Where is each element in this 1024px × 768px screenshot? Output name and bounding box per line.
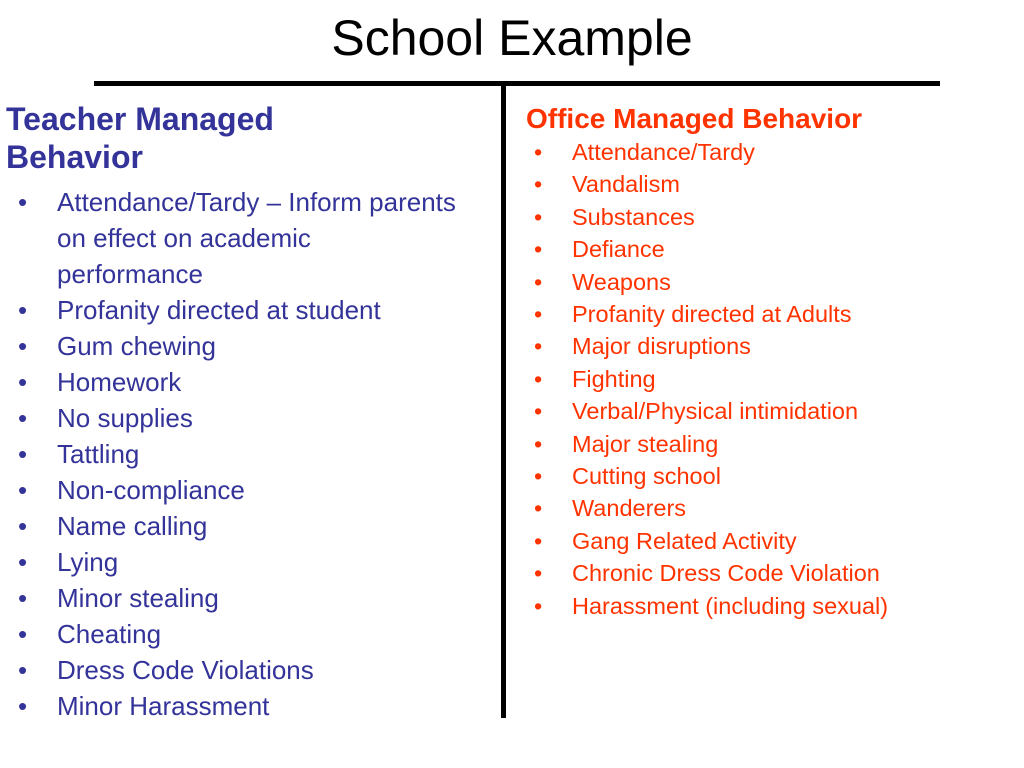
bullet-icon: • xyxy=(534,592,543,619)
list-item xyxy=(526,525,1006,557)
list-item-text: Fighting xyxy=(572,365,656,392)
bullet-icon: • xyxy=(18,295,28,325)
list-item xyxy=(526,492,1006,524)
column-divider xyxy=(501,86,506,718)
bullet-icon: • xyxy=(18,511,28,541)
bullet-icon: • xyxy=(18,367,28,397)
list-item-text: Homework xyxy=(57,367,182,397)
list-item xyxy=(6,652,457,688)
list-item xyxy=(526,266,1006,298)
list-item-text: Cutting school xyxy=(572,463,721,490)
list-item xyxy=(526,363,1006,395)
list-item-text: Gang Related Activity xyxy=(572,527,797,554)
list-item-text: Cheating xyxy=(57,619,162,649)
list-item-text: Major disruptions xyxy=(572,333,751,360)
bullet-icon: • xyxy=(18,439,28,469)
bullet-icon: • xyxy=(18,403,28,433)
title-divider xyxy=(94,81,940,86)
office-managed-list xyxy=(526,136,1006,622)
list-item-text: Minor Harassment xyxy=(57,691,270,721)
bullet-icon: • xyxy=(534,430,543,457)
list-item xyxy=(6,364,457,400)
list-item xyxy=(526,395,1006,427)
list-item-text: Profanity directed at Adults xyxy=(572,301,852,328)
bullet-icon: • xyxy=(534,527,543,554)
teacher-managed-list xyxy=(6,184,486,724)
bullet-icon: • xyxy=(534,560,543,587)
list-item xyxy=(526,428,1006,460)
list-item xyxy=(6,544,457,580)
slide-title: School Example xyxy=(331,10,693,66)
bullet-icon: • xyxy=(534,301,543,328)
list-item xyxy=(6,184,457,292)
list-item xyxy=(526,233,1006,265)
list-item xyxy=(6,400,457,436)
list-item xyxy=(526,298,1006,330)
list-item-text: Chronic Dress Code Violation xyxy=(572,560,880,587)
bullet-icon: • xyxy=(18,331,28,361)
list-item-text: Vandalism xyxy=(572,171,680,198)
list-item xyxy=(6,292,457,328)
bullet-icon: • xyxy=(534,203,543,230)
list-item xyxy=(526,460,1006,492)
list-item xyxy=(6,616,457,652)
list-item xyxy=(526,201,1006,233)
list-item xyxy=(526,590,1006,622)
bullet-icon: • xyxy=(534,333,543,360)
bullet-icon: • xyxy=(534,171,543,198)
list-item xyxy=(526,168,1006,200)
list-item xyxy=(6,328,457,364)
office-managed-column xyxy=(526,100,1006,622)
list-item xyxy=(526,136,1006,168)
list-item-text: Name calling xyxy=(57,511,208,541)
list-item-text: Attendance/Tardy xyxy=(572,139,755,165)
list-item-text: Major stealing xyxy=(572,430,719,457)
list-item xyxy=(6,580,457,616)
teacher-managed-heading: Teacher Managed Behavior xyxy=(6,101,274,175)
bullet-icon: • xyxy=(18,655,28,685)
list-item-text: No supplies xyxy=(57,403,193,433)
list-item-text: Profanity directed at student xyxy=(57,295,381,325)
list-item-text: Weapons xyxy=(572,268,671,295)
list-item-text: Dress Code Violations xyxy=(57,655,314,685)
bullet-icon: • xyxy=(534,463,543,490)
bullet-icon: • xyxy=(534,495,543,522)
bullet-icon: • xyxy=(18,583,28,613)
list-item-text: Tattling xyxy=(57,439,140,469)
bullet-icon: • xyxy=(534,139,543,165)
bullet-icon: • xyxy=(534,398,543,425)
teacher-managed-column xyxy=(6,100,486,724)
bullet-icon: • xyxy=(18,619,28,649)
list-item-text: Gum chewing xyxy=(57,331,216,361)
list-item-text: Attendance/Tardy – Inform parents on effect on academic performance xyxy=(57,187,456,289)
bullet-icon: • xyxy=(534,268,543,295)
list-item-text: Non-compliance xyxy=(57,475,245,505)
list-item-text: Substances xyxy=(572,203,695,230)
list-item-text: Wanderers xyxy=(572,495,687,522)
list-item-text: Lying xyxy=(57,547,119,577)
list-item-text: Verbal/Physical intimidation xyxy=(572,398,859,425)
office-managed-heading: Office Managed Behavior xyxy=(526,103,863,134)
list-item xyxy=(526,557,1006,589)
list-item xyxy=(6,472,457,508)
list-item-text: Minor stealing xyxy=(57,583,219,613)
bullet-icon: • xyxy=(18,475,28,505)
list-item-text: Defiance xyxy=(572,236,665,263)
list-item xyxy=(6,508,457,544)
list-item xyxy=(526,330,1006,362)
bullet-icon: • xyxy=(534,236,543,263)
bullet-icon: • xyxy=(18,691,28,721)
bullet-icon: • xyxy=(18,187,28,217)
list-item xyxy=(6,436,457,472)
list-item xyxy=(6,688,457,724)
bullet-icon: • xyxy=(18,547,28,577)
bullet-icon: • xyxy=(534,365,543,392)
list-item-text: Harassment (including sexual) xyxy=(572,592,889,619)
